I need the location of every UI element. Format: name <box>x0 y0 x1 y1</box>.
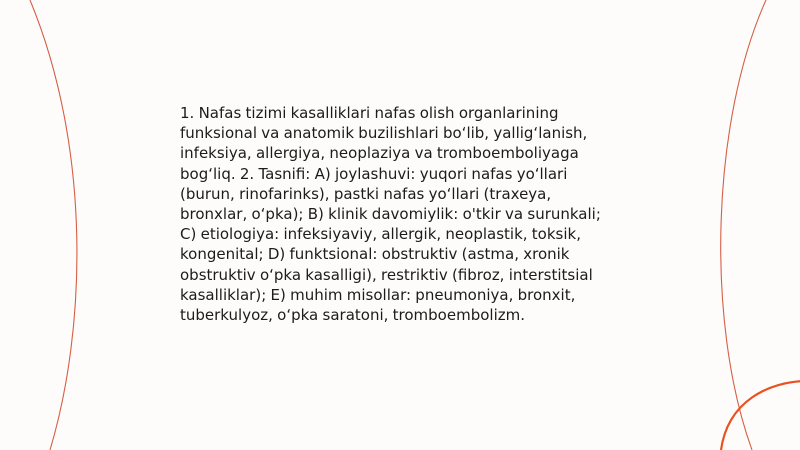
body-text: 1. Nafas tizimi kasalliklari nafas olish organlarining funksional va anatomik buzilishlari bo‘lib, yallig‘lanish, infeksiya, allergiya, neoplaziya va tromboemboliyaga bog‘liq. 2. Tasnifi: A) joylashuvi: yuqori nafas yo‘llari (burun, rinofarinks), pastki nafas yo‘llari (traxeya, bronxlar, o‘pka); B) klinik davomiylik: o'tkir va surunkali; C) etiologiya: infeksiyaviy, allergik, neoplastik, toksik, kongenital; D) funktsional: obstruktiv (astma, xronik obstruktiv o‘pka kasalligi), restriktiv (fibroz, interstitsial kasalliklar); E) muhim misollar: pneumoniya, bronxit, tuberkulyoz, o‘pka saratoni, tromboembolizm. <box>180 104 601 325</box>
left-curve <box>30 0 77 450</box>
right-curve <box>721 0 766 450</box>
accent-arc <box>721 381 800 450</box>
